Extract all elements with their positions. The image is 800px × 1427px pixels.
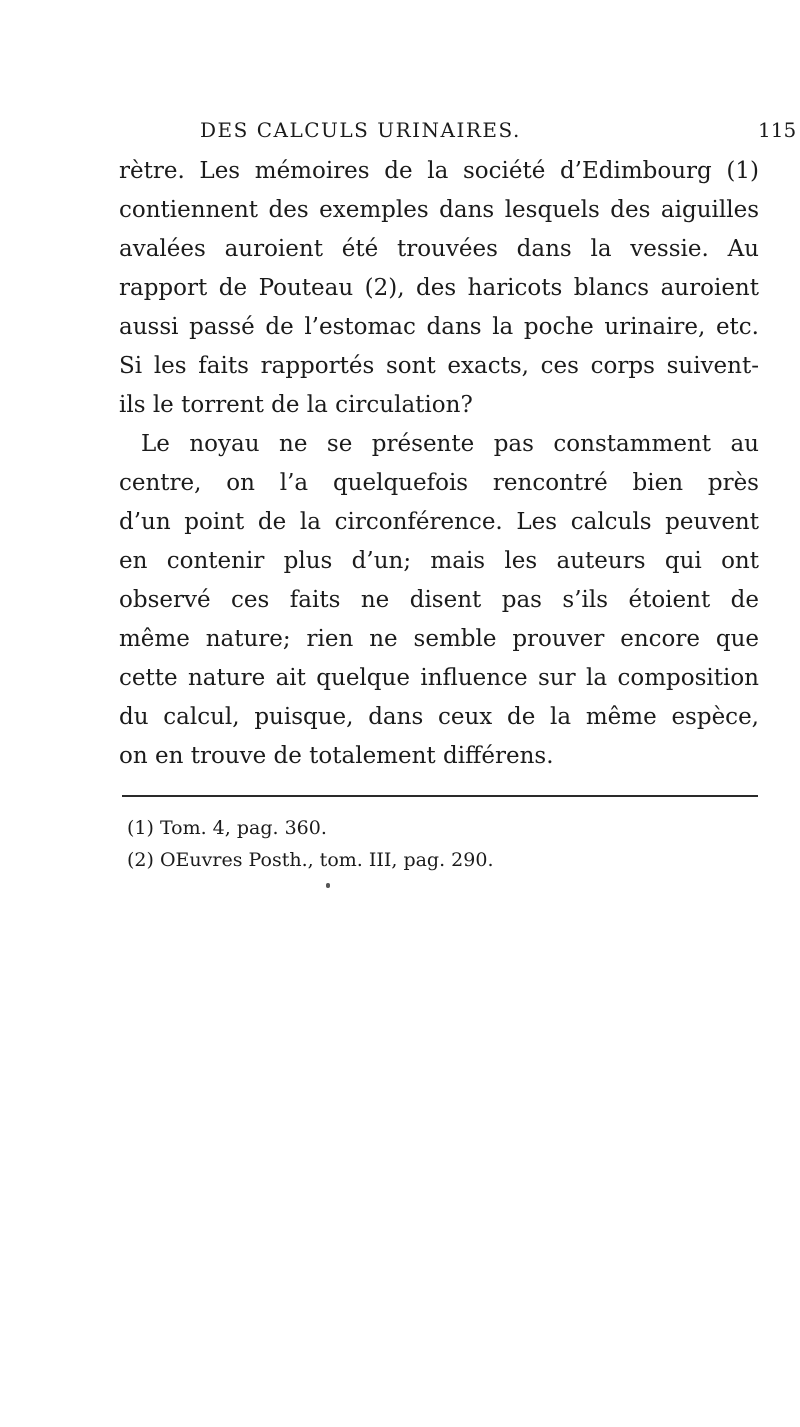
text-line: centre, on l’a quelquefois rencontré bien près: [119, 470, 759, 496]
text-line: observé ces faits ne disent pas s’ils étoient de: [119, 587, 759, 613]
ink-speck: [326, 883, 330, 888]
text-line: Le noyau ne se présente pas constamment au: [141, 431, 759, 457]
text-line: contiennent des exemples dans lesquels des aiguilles: [119, 197, 759, 223]
text-line: on en trouve de totalement différens.: [119, 743, 554, 769]
footnote: (1) Tom. 4, pag. 360.: [127, 817, 327, 839]
running-title: DES CALCULS URINAIRES.: [200, 118, 521, 142]
text-line: en contenir plus d’un; mais les auteurs qui ont: [119, 548, 759, 574]
text-line: du calcul, puisque, dans ceux de la même espèce,: [119, 704, 759, 730]
text-line: rapport de Pouteau (2), des haricots blancs auroient: [119, 275, 759, 301]
text-line: ils le torrent de la circulation?: [119, 392, 473, 418]
running-head: [0, 118, 800, 148]
text-line: cette nature ait quelque influence sur la composition: [119, 665, 759, 691]
text-line: rètre. Les mémoires de la société d’Edimbourg (1): [119, 158, 759, 184]
text-line: même nature; rien ne semble prouver encore que: [119, 626, 759, 652]
footnotes: [127, 812, 727, 876]
text-line: avalées auroient été trouvées dans la vessie. Au: [119, 236, 759, 262]
text-line: aussi passé de l’estomac dans la poche urinaire, etc.: [119, 314, 759, 340]
text-line: d’un point de la circonférence. Les calculs peuvent: [119, 509, 759, 535]
text-line: Si les faits rapportés sont exacts, ces corps suivent-: [119, 353, 759, 379]
footnote: (2) OEuvres Posth., tom. III, pag. 290.: [127, 849, 494, 871]
footnote-rule: [122, 795, 758, 797]
page-number: 115: [758, 118, 797, 142]
body-text: [119, 152, 759, 776]
